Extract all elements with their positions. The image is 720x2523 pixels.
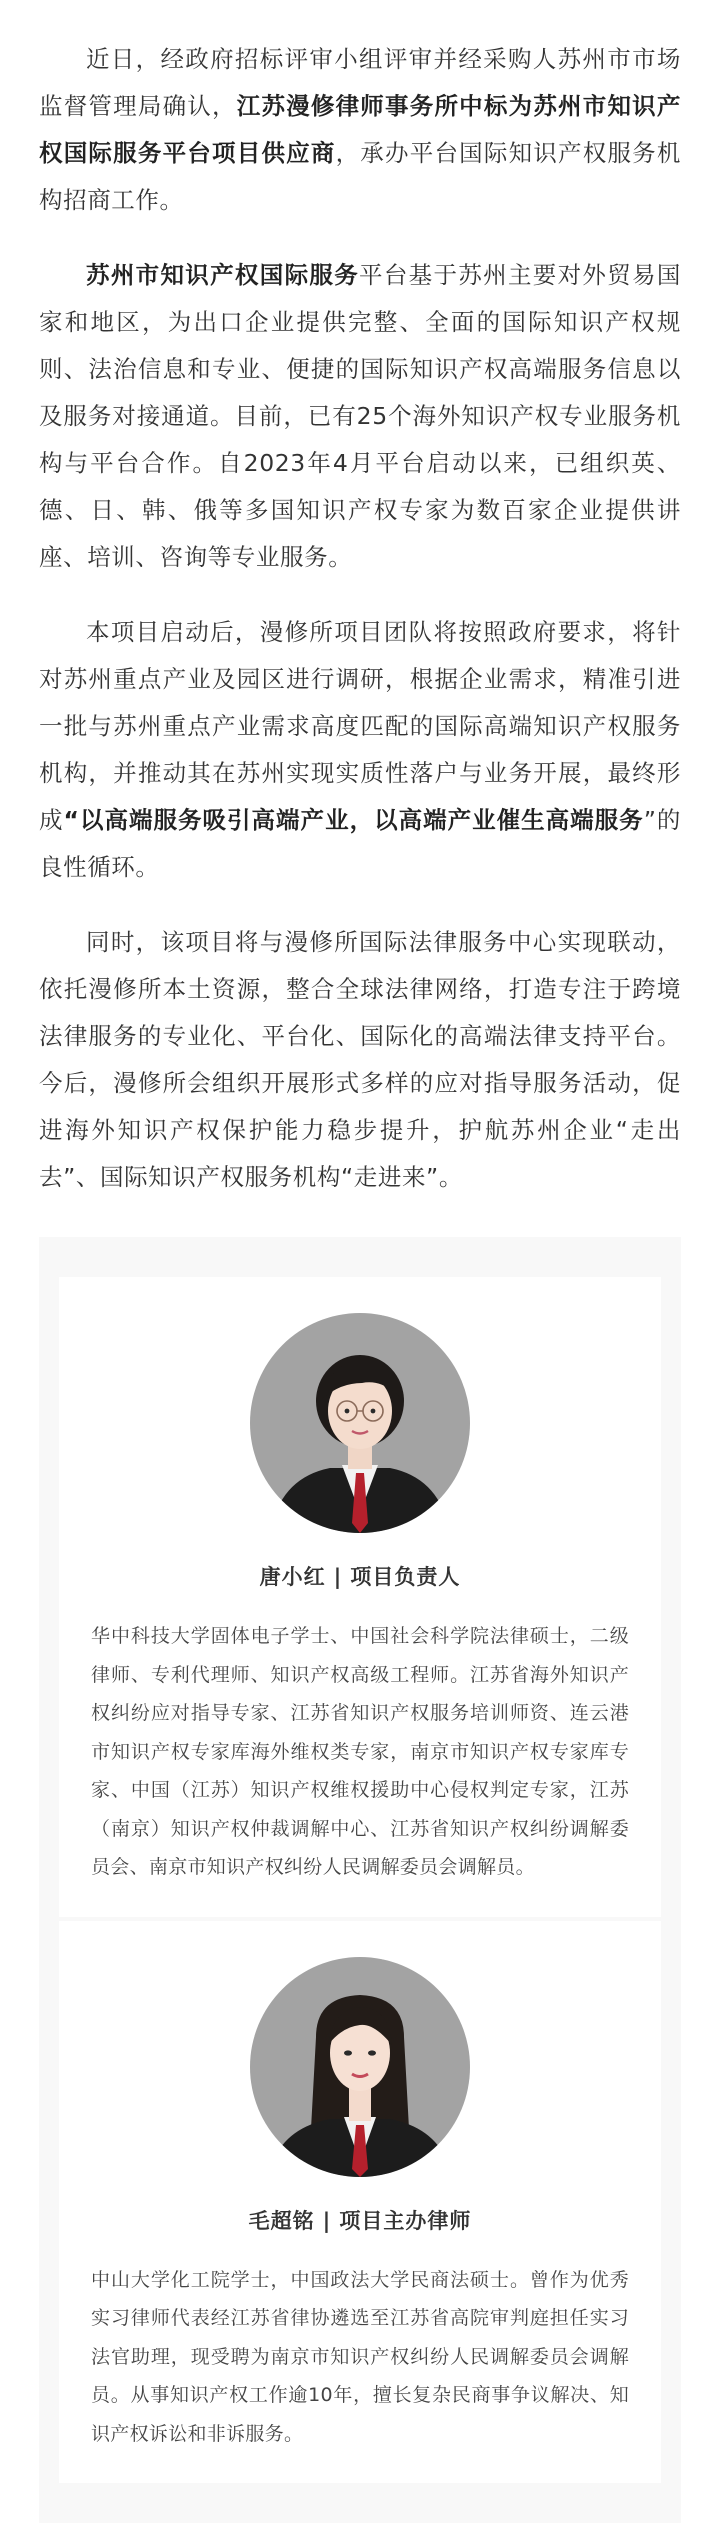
avatar bbox=[250, 1313, 470, 1533]
paragraph-1: 近日，经政府招标评审小组评审并经采购人苏州市市场监督管理局确认，江苏漫修律师事务所中标为苏州市知识产权国际服务平台项目供应商，承办平台国际知识产权服务机构招商工作。 bbox=[39, 45, 681, 214]
team-card bbox=[39, 1237, 681, 2523]
title-separator: | bbox=[333, 1565, 343, 1589]
person-title bbox=[91, 1561, 629, 1591]
highlight-platform-name: 苏州市知识产权国际服务 bbox=[86, 261, 360, 289]
person-role: 项目主办律师 bbox=[339, 2208, 472, 2233]
person-panel-lawyer bbox=[59, 1921, 661, 2484]
title-separator: | bbox=[322, 2208, 332, 2233]
person-bio: 中山大学化工院学士，中国政法大学民商法硕士。曾作为优秀实习律师代表经江苏省律协遴选至江苏省高院审判庭担任实习法官助理，现受聘为南京市知识产权纠纷人民调解委员会调解员。从事知识产权工作逾10年，擅长复杂民商事争议解决、知识产权诉讼和非诉服务。 bbox=[91, 2268, 629, 2445]
avatar bbox=[250, 1957, 470, 2177]
paragraph-3: 本项目启动后，漫修所项目团队将按照政府要求，将针对苏州重点产业及园区进行调研，根据企业需求，精准引进一批与苏州重点产业需求高度匹配的国际高端知识产权服务机构，并推动其在苏州实现实质性落户与业务开展，最终形成“以高端服务吸引高端产业，以高端产业催生高端服务”的良性循环。 bbox=[39, 618, 681, 881]
person-name: 毛超铭 bbox=[248, 2208, 315, 2233]
person-bio: 华中科技大学固体电子学士、中国社会科学院法律硕士，二级律师、专利代理师、知识产权高级工程师。江苏省海外知识产权纠纷应对指导专家、江苏省知识产权服务培训师资、连云港市知识产权专家库海外维权类专家，南京市知识产权专家库专家、中国（江苏）知识产权维权援助中心侵权判定专家，江苏（南京）知识产权仲裁调解中心、江苏省知识产权纠纷调解委员会、南京市知识产权纠纷人民调解委员会调解员。 bbox=[91, 1625, 629, 1878]
person-name: 唐小红 bbox=[259, 1565, 326, 1589]
highlight-slogan: “以高端服务吸引高端产业，以高端产业催生高端服务 bbox=[63, 806, 644, 834]
paragraph-2: 苏州市知识产权国际服务平台基于苏州主要对外贸易国家和地区，为出口企业提供完整、全面的国际知识产权规则、法治信息和专业、便捷的国际知识产权高端服务信息以及服务对接通道。目前，已有25个海外知识产权专业服务机构与平台合作。自2023年4月平台启动以来，已组织英、德、日、韩、俄等多国知识产权专家为数百家企业提供讲座、培训、咨询等专业服务。 bbox=[39, 261, 681, 571]
paragraph-4: 同时，该项目将与漫修所国际法律服务中心实现联动，依托漫修所本土资源，整合全球法律网络，打造专注于跨境法律服务的专业化、平台化、国际化的高端法律支持平台。今后，漫修所会组织开展形式多样的应对指导服务活动，促进海外知识产权保护能力稳步提升，护航苏州企业“走出去”、国际知识产权服务机构“走进来”。 bbox=[39, 928, 681, 1191]
highlight-winning-bid: 江苏漫修律师事务所中标为苏州市知识产权国际服务平台项目供应商 bbox=[39, 92, 681, 167]
person-title bbox=[91, 2205, 629, 2235]
person-panel-leader bbox=[59, 1277, 661, 1917]
person-role: 项目负责人 bbox=[350, 1565, 461, 1589]
article-body bbox=[0, 0, 720, 1201]
